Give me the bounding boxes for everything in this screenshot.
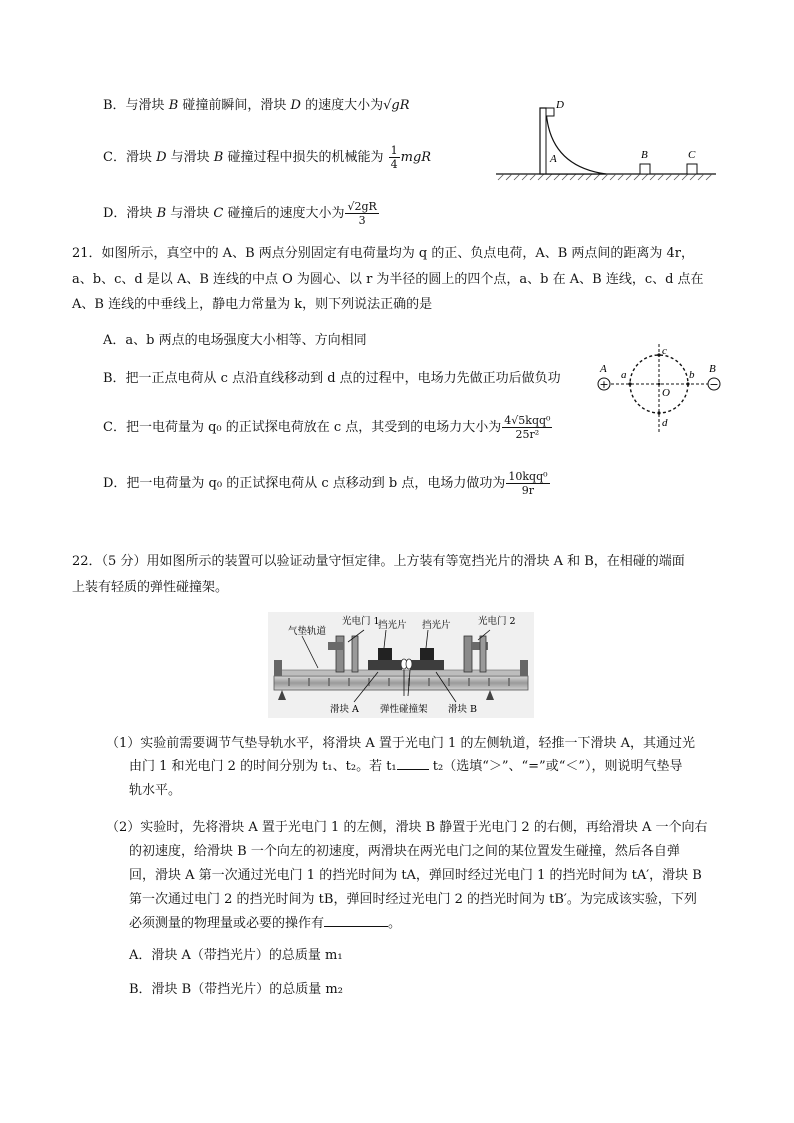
q22-part2-line4: 第一次通过电门 2 的挡光时间为 tB，弹回时经过光电门 2 的挡光时间为 tB′。为完成该实验，下列: [129, 892, 697, 907]
q22-part2-answer-blank[interactable]: [324, 914, 388, 927]
q21-label-a: a: [621, 369, 627, 381]
q21-stem-line3: A、B 连线的中垂线上，静电力常量为 k，则下列说法正确的是: [72, 297, 433, 312]
q21-option-c-fraction: $\frac{\text{4√5kqq⁰}}{\text{25r²}}$: [504, 414, 551, 441]
q22-part1-line2: 由门 1 和光电门 2 的时间分别为 t₁、t₂。若 t₁ t₂（选填“＞”、“=”或“＜”），则说明气垫导: [129, 759, 683, 774]
q22-label-slider-a: 滑块 A: [330, 704, 359, 715]
q21-option-d-fraction: $\frac{\text{10kqq⁰}}{9r}$: [508, 470, 548, 497]
q20-label-c: C: [688, 149, 696, 161]
q20-label-b: B: [641, 149, 648, 161]
q22-part1-answer-blank[interactable]: [397, 757, 429, 770]
q20-label-a: A: [550, 153, 557, 165]
q22-stem-line1: 22．（5 分）用如图所示的装置可以验证动量守恒定律。上方装有等宽挡光片的滑块 A 和 B，在相碰的端面: [72, 554, 685, 569]
q21-option-d: D．把一电荷量为 q₀ 的正试探电荷从 c 点移动到 b 点，电场力做功为 $\frac{\text{10kqq⁰}}{9r}$: [103, 470, 548, 497]
q22-label-shade1: 挡光片: [378, 620, 407, 631]
q22-label-track: 气垫轨道: [288, 626, 327, 637]
q22-part2-line5: 必须测量的物理量或必要的操作有 。: [129, 916, 402, 931]
q21-label-A: A: [600, 363, 607, 375]
q22-label-gate1: 光电门 1: [342, 616, 380, 627]
q21-label-c: c: [662, 345, 667, 357]
q20-option-b-value: √gR: [383, 98, 410, 113]
q22-label-gate2: 光电门 2: [478, 616, 516, 627]
q21-charges-figure: [592, 340, 726, 438]
q21-plus-sign: +: [599, 378, 609, 391]
q22-option-b: B．滑块 B（带挡光片）的总质量 m₂: [129, 982, 343, 997]
q22-part1-line1: （1）实验前需要调节气垫导轨水平，将滑块 A 置于光电门 1 的左侧轨道，轻推一下滑块 A，其通过光: [106, 736, 695, 751]
q21-label-b: b: [689, 369, 695, 381]
q22-air-track-figure: [268, 612, 534, 718]
q21-option-a: A．a、b 两点的电场强度大小相等、方向相同: [103, 333, 367, 348]
q21-label-B: B: [709, 363, 716, 375]
q21-option-c: C．把一电荷量为 q₀ 的正试探电荷放在 c 点，其受到的电场力大小为 $\frac{\text{4√5kqq⁰}}{\text{25r²}}$: [103, 414, 551, 441]
q22-label-bumper: 弹性碰撞架: [380, 704, 428, 715]
q22-label-shade2: 挡光片: [422, 620, 451, 631]
q22-part2-line1: （2）实验时，先将滑块 A 置于光电门 1 的左侧，滑块 B 静置于光电门 2 的右侧，再给滑块 A 一个向右: [106, 820, 708, 835]
q22-stem-line2: 上装有轻质的弹性碰撞架。: [72, 580, 229, 595]
q22-option-a: A．滑块 A（带挡光片）的总质量 m₁: [129, 948, 343, 963]
q22-label-slider-b: 滑块 B: [448, 704, 478, 715]
q20-track-figure: [494, 96, 720, 188]
q21-stem-line1: 21．如图所示，真空中的 A、B 两点分别固定有电荷量均为 q 的正、负点电荷，A、B 两点间的距离为 4r，: [72, 246, 695, 261]
q21-label-d: d: [662, 417, 668, 429]
q22-part1-line3: 轨水平。: [129, 783, 182, 798]
q21-minus-sign: −: [709, 378, 719, 391]
q20-option-d: D．滑块 B 与滑块 C 碰撞后的速度大小为 $\frac{√2gR}{3}$: [103, 200, 377, 227]
q20-option-d-fraction: $\frac{√2gR}{3}$: [347, 200, 377, 227]
q20-option-c-fraction: $\frac{1}{4}$: [390, 144, 398, 171]
q22-part2-line3: 回，滑块 A 第一次通过光电门 1 的挡光时间为 tA，弹回时经过光电门 1 的挡光时间为 tA′，滑块 B: [129, 868, 702, 883]
q21-option-b: B．把一正点电荷从 c 点沿直线移动到 d 点的过程中，电场力先做正功后做负功: [103, 371, 561, 386]
q20-option-b: B．与滑块 B 碰撞前瞬间，滑块 D 的速度大小为√gR: [103, 98, 410, 113]
q21-label-O: O: [662, 387, 670, 399]
q21-stem-line2: a、b、c、d 是以 A、B 连线的中点 O 为圆心、以 r 为半径的圆上的四个点，a、b 在 A、B 连线，c、d 点在: [72, 272, 704, 287]
q20-option-c: C．滑块 D 与滑块 B 碰撞过程中损失的机械能为 $\frac{1}{4}$ mgR: [103, 144, 432, 171]
q22-part2-line2: 的初速度，给滑块 B 一个向左的初速度，两滑块在两光电门之间的某位置发生碰撞，然后各自弹: [129, 844, 680, 859]
q20-label-d: D: [556, 99, 564, 111]
